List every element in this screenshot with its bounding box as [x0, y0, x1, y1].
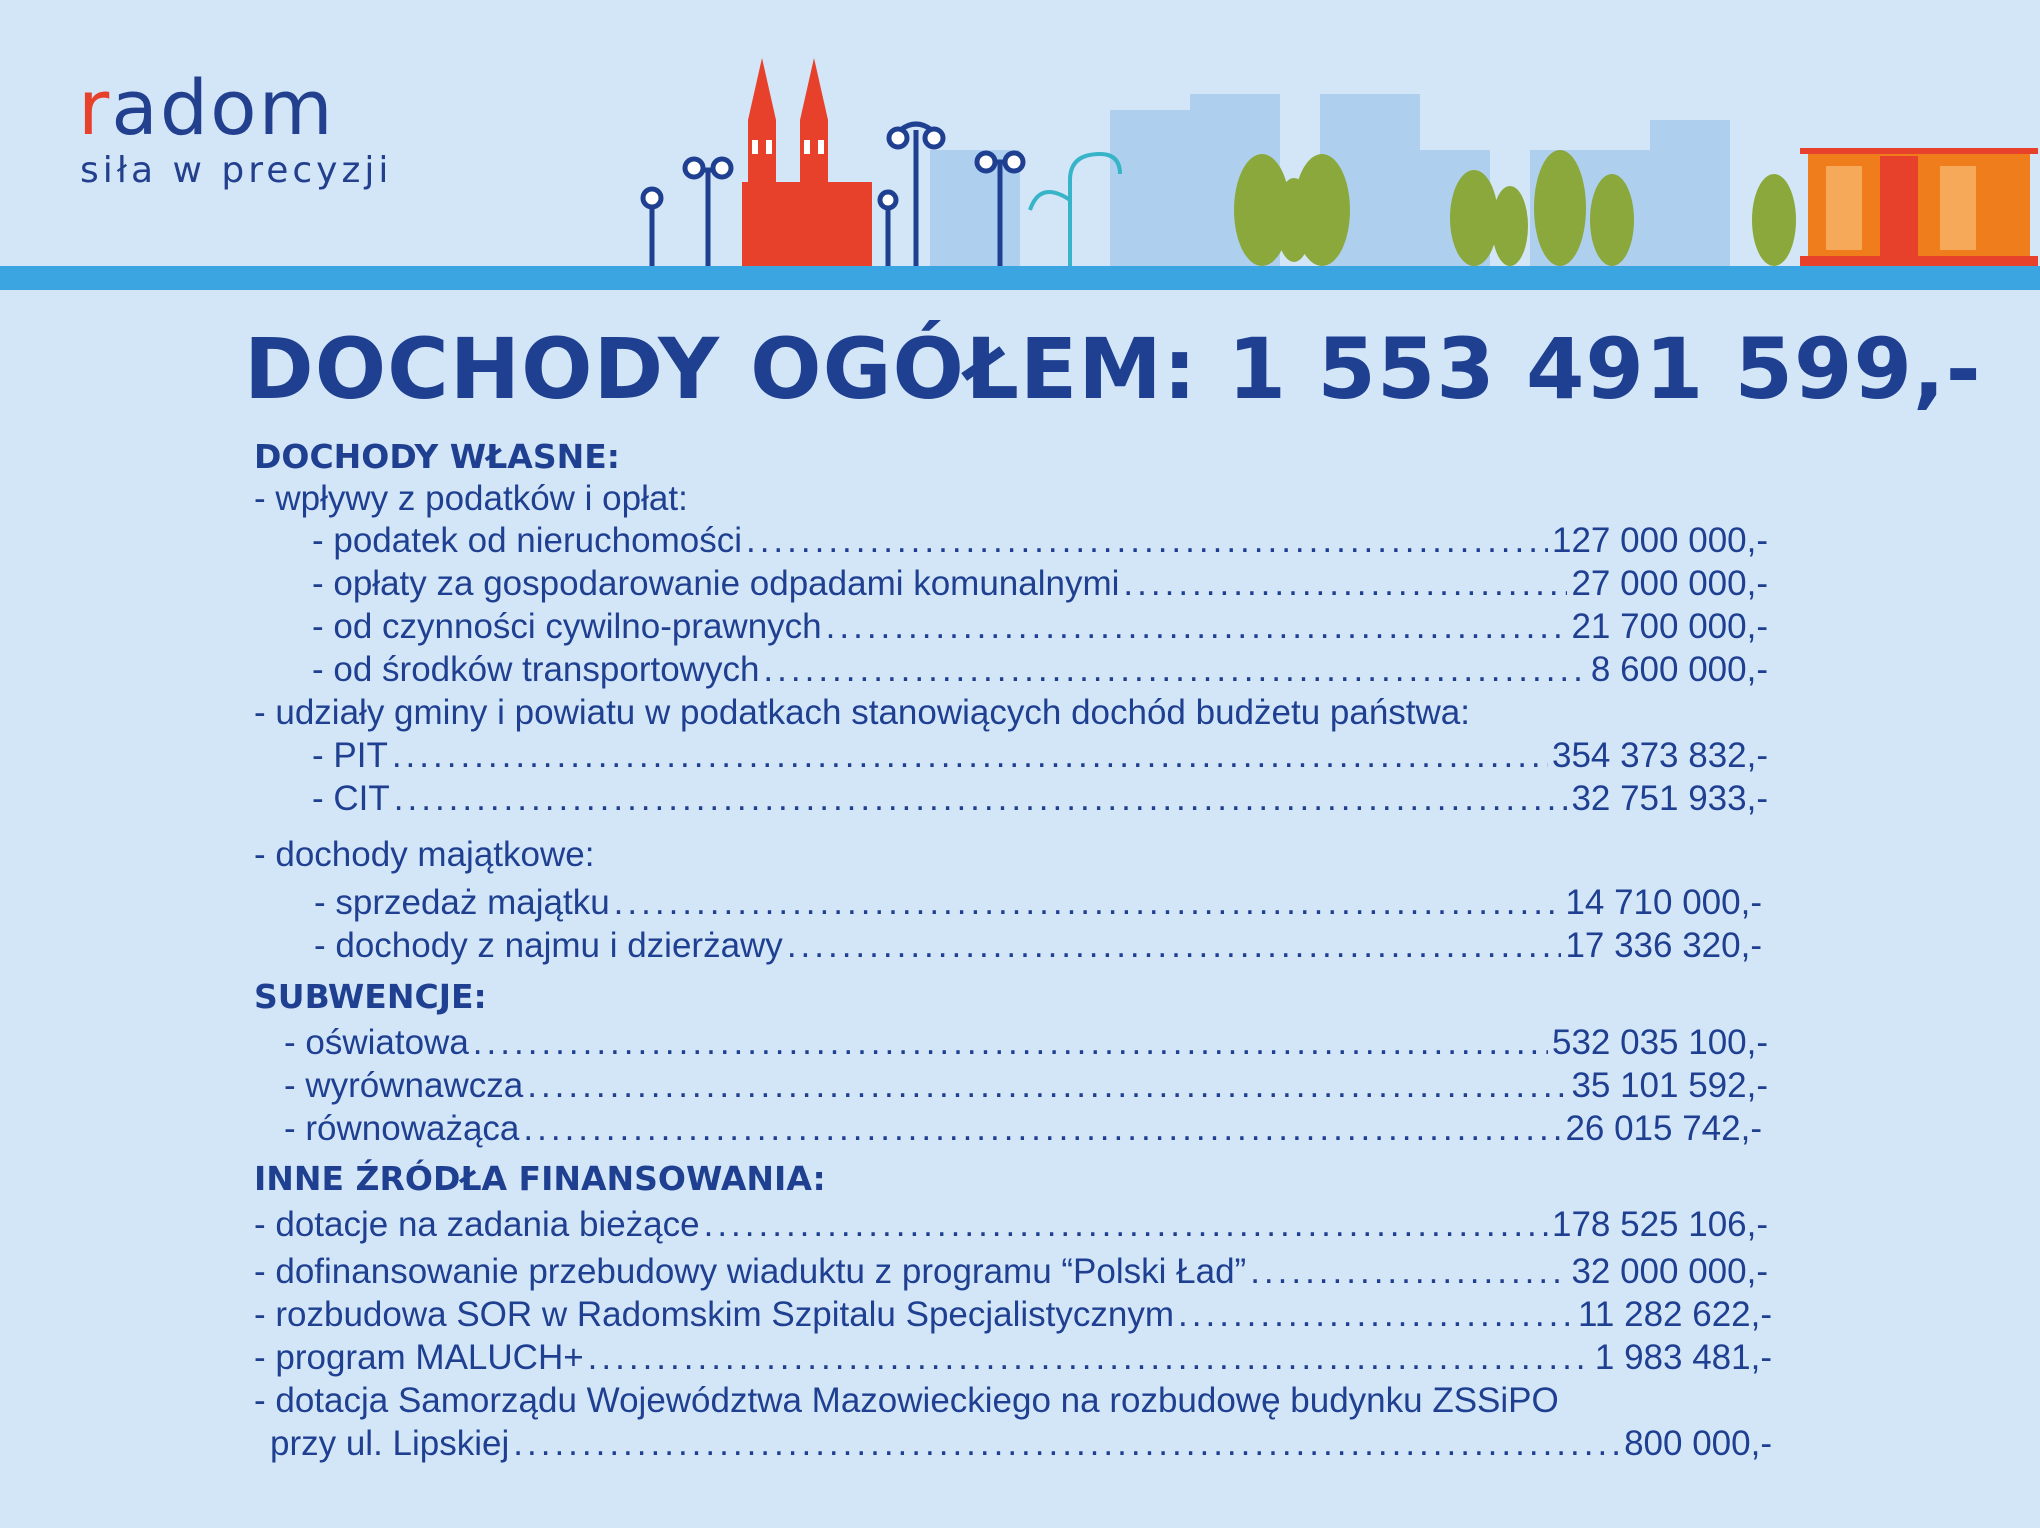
item-label: - opłaty za gospodarowanie odpadami komunalnymi: [312, 564, 1120, 603]
item-label: - od środków transportowych: [312, 650, 760, 689]
list-item: [312, 778, 1768, 820]
item-value: 21 700 000,-: [1571, 607, 1768, 646]
list-item: [314, 882, 1762, 924]
item-value: 8 600 000,-: [1590, 650, 1768, 689]
item-label: - sprzedaż majątku: [314, 883, 610, 922]
item-label: - od czynności cywilno-prawnych: [312, 607, 822, 646]
item-value: 1 983 481,-: [1594, 1338, 1772, 1377]
item-label: przy ul. Lipskiej: [270, 1424, 510, 1463]
item-label: - dofinansowanie przebudowy wiaduktu z programu “Polski Ład”: [254, 1252, 1247, 1291]
item-value: 32 751 933,-: [1571, 779, 1768, 818]
list-item: [284, 1065, 1768, 1107]
item-value: 26 015 742,-: [1565, 1109, 1762, 1148]
logo-rest: adom: [111, 63, 335, 152]
list-item: [284, 1108, 1762, 1150]
item-label: - wyrównawcza: [284, 1066, 524, 1105]
item-label: - dochody z najmu i dzierżawy: [314, 926, 783, 965]
item-label: - CIT: [312, 779, 390, 818]
item-label: - dotacje na zadania bieżące: [254, 1205, 700, 1244]
item-value: 32 000 000,-: [1571, 1252, 1768, 1291]
section-heading-subsidies: SUBWENCJE:: [254, 977, 487, 1016]
list-item: [314, 925, 1762, 967]
street-lamp-icon: [643, 159, 731, 266]
church-icon: [742, 58, 872, 266]
item-label: - oświatowa: [284, 1023, 469, 1062]
logo-wordmark: [78, 63, 392, 152]
item-label: - program MALUCH+: [254, 1338, 584, 1377]
fountain-icon: [1030, 154, 1120, 266]
item-value: 532 035 100,-: [1551, 1023, 1768, 1062]
list-item: [312, 563, 1768, 605]
list-item: [312, 649, 1768, 691]
section-heading-own: DOCHODY WŁASNE:: [254, 437, 620, 476]
list-item: [312, 735, 1768, 777]
last-item-line1: - dotacja Samorządu Województwa Mazowieckiego na rozbudowę budynku ZSSiPO: [254, 1381, 1559, 1420]
item-value: 14 710 000,-: [1565, 883, 1762, 922]
list-item: [254, 1337, 1772, 1379]
list-item: [254, 1294, 1772, 1336]
item-value: 17 336 320,-: [1565, 926, 1762, 965]
item-label: - równoważąca: [284, 1109, 520, 1148]
item-value: 11 282 622,-: [1578, 1295, 1772, 1334]
radom-logo: [78, 63, 393, 191]
list-item: [254, 1204, 1768, 1246]
taxes-label: - wpływy z podatków i opłat:: [254, 479, 688, 518]
item-value: 127 000 000,-: [1551, 521, 1768, 560]
item-value: 800 000,-: [1624, 1424, 1772, 1463]
logo-tagline: siła w precyzji: [80, 150, 393, 191]
list-item: [270, 1423, 1772, 1465]
logo-r: r: [78, 63, 112, 152]
item-label: - rozbudowa SOR w Radomskim Szpitalu Specjalistycznym: [254, 1295, 1175, 1334]
page-title: DOCHODY OGÓŁEM: 1 553 491 599,-: [244, 320, 1982, 418]
header-band: [0, 266, 2040, 290]
list-item: [284, 1022, 1768, 1064]
header-banner: [0, 0, 2040, 292]
orange-building-icon: [1800, 148, 2038, 266]
item-value: 178 525 106,-: [1551, 1205, 1768, 1244]
item-label: - PIT: [312, 736, 388, 775]
item-value: 35 101 592,-: [1571, 1066, 1768, 1105]
list-item: [254, 1251, 1768, 1293]
property-label: - dochody majątkowe:: [254, 835, 595, 874]
shares-label: - udziały gminy i powiatu w podatkach stanowiących dochód budżetu państwa:: [254, 693, 1470, 732]
item-value: 27 000 000,-: [1571, 564, 1768, 603]
list-item: [312, 520, 1768, 562]
section-heading-other: INNE ŹRÓDŁA FINANSOWANIA:: [254, 1159, 826, 1198]
list-item: [312, 606, 1768, 648]
item-value: 354 373 832,-: [1551, 736, 1768, 775]
item-label: - podatek od nieruchomości: [312, 521, 742, 560]
city-skyline-illustration: [630, 50, 2040, 270]
